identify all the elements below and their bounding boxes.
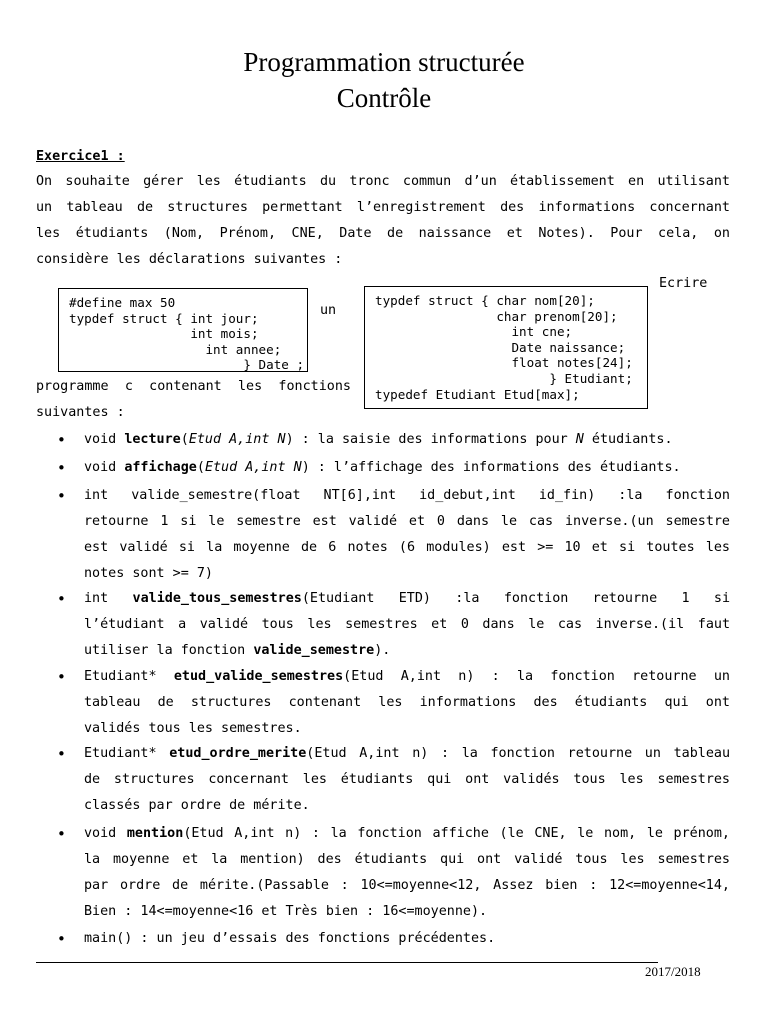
function-item	[84, 668, 730, 746]
bullet-dot: •	[57, 930, 66, 948]
code-etudiant-struct: typdef struct { char nom[20]; char prenom[20]; int cne; Date naissance; float notes[24]; } Etudiant; typedef Etudiant Etud[max];	[375, 293, 633, 402]
function-line: l’étudiant a validé tous les semestres et 0 dans le cas inverse.(il faut	[84, 617, 730, 632]
function-item	[84, 745, 730, 823]
page-title: Programmation structurée	[243, 47, 525, 77]
function-line: Bien : 14<=moyenne<16 et Très bien : 16<=moyenne).	[84, 904, 488, 919]
function-item	[84, 825, 730, 929]
function-line: void lecture(Etud A,int N) : la saisie des informations pour N étudiants.	[84, 432, 673, 447]
exercise-heading: Exercice1 :	[36, 149, 125, 164]
after-code-line-1: programme c contenant les fonctions	[36, 379, 351, 394]
function-line: tableau de structures contenant les informations des étudiants qui ont	[84, 695, 730, 710]
function-line: la moyenne et la mention) des étudiants qui ont validé tous les semestres	[84, 852, 730, 867]
word-ecrire: Ecrire	[659, 276, 708, 291]
function-line: main() : un jeu d’essais des fonctions précédentes.	[84, 931, 496, 946]
function-line: par ordre de mérite.(Passable : 10<=moyenne<12, Assez bien : 12<=moyenne<14,	[84, 878, 730, 893]
bullet-dot: •	[57, 590, 66, 608]
function-line: utiliser la fonction valide_semestre).	[84, 643, 391, 658]
function-line: Etudiant* etud_valide_semestres(Etud A,int n) : la fonction retourne un	[84, 669, 730, 684]
bullet-dot: •	[57, 487, 66, 505]
function-item	[84, 590, 730, 668]
function-line: notes sont >= 7)	[84, 566, 213, 581]
bullet-dot: •	[57, 825, 66, 843]
function-line: retourne 1 si le semestre est validé et 0 dans le cas inverse.(un semestre	[84, 514, 730, 529]
footer-divider	[36, 962, 658, 963]
function-line: void affichage(Etud A,int N) : l’affichage des informations des étudiants.	[84, 460, 681, 475]
bullet-dot: •	[57, 431, 66, 449]
function-item	[84, 459, 730, 485]
function-item	[84, 930, 730, 956]
function-line: est validé si la moyenne de 6 notes (6 modules) est >= 10 et si toutes les	[84, 540, 730, 555]
function-line: de structures concernant les étudiants qui ont validés tous les semestres	[84, 772, 730, 787]
bullet-dot: •	[57, 668, 66, 686]
function-line: validés tous les semestres.	[84, 721, 302, 736]
bullet-dot: •	[57, 459, 66, 477]
after-code-line-2: suivantes :	[36, 405, 125, 420]
intro-line-1: On souhaite gérer les étudiants du tronc commun d’un établissement en utilisant	[36, 174, 730, 189]
function-item	[84, 431, 730, 457]
page-subtitle: Contrôle	[336, 83, 432, 113]
word-un: un	[320, 303, 337, 318]
intro-line-2: un tableau de structures permettant l’enregistrement des informations concernant	[36, 200, 730, 215]
function-line: void mention(Etud A,int n) : la fonction affiche (le CNE, le nom, le prénom,	[84, 826, 730, 841]
intro-line-4: considère les déclarations suivantes :	[36, 252, 343, 267]
code-box-etudiant	[364, 286, 648, 409]
intro-line-3: les étudiants (Nom, Prénom, CNE, Date de naissance et Notes). Pour cela, on	[36, 226, 730, 241]
function-line: classés par ordre de mérite.	[84, 798, 310, 813]
bullet-dot: •	[57, 745, 66, 763]
footer-year: 2017/2018	[645, 964, 701, 979]
code-box-date	[58, 288, 308, 372]
function-line: Etudiant* etud_ordre_merite(Etud A,int n) : la fonction retourne un tableau	[84, 746, 730, 761]
function-item	[84, 487, 730, 591]
code-date-struct: #define max 50 typdef struct { int jour; int mois; int annee; } Date ;	[69, 295, 305, 373]
function-line: int valide_semestre(float NT[6],int id_debut,int id_fin) :la fonction	[84, 488, 730, 503]
function-line: int valide_tous_semestres(Etudiant ETD) :la fonction retourne 1 si	[84, 591, 730, 606]
